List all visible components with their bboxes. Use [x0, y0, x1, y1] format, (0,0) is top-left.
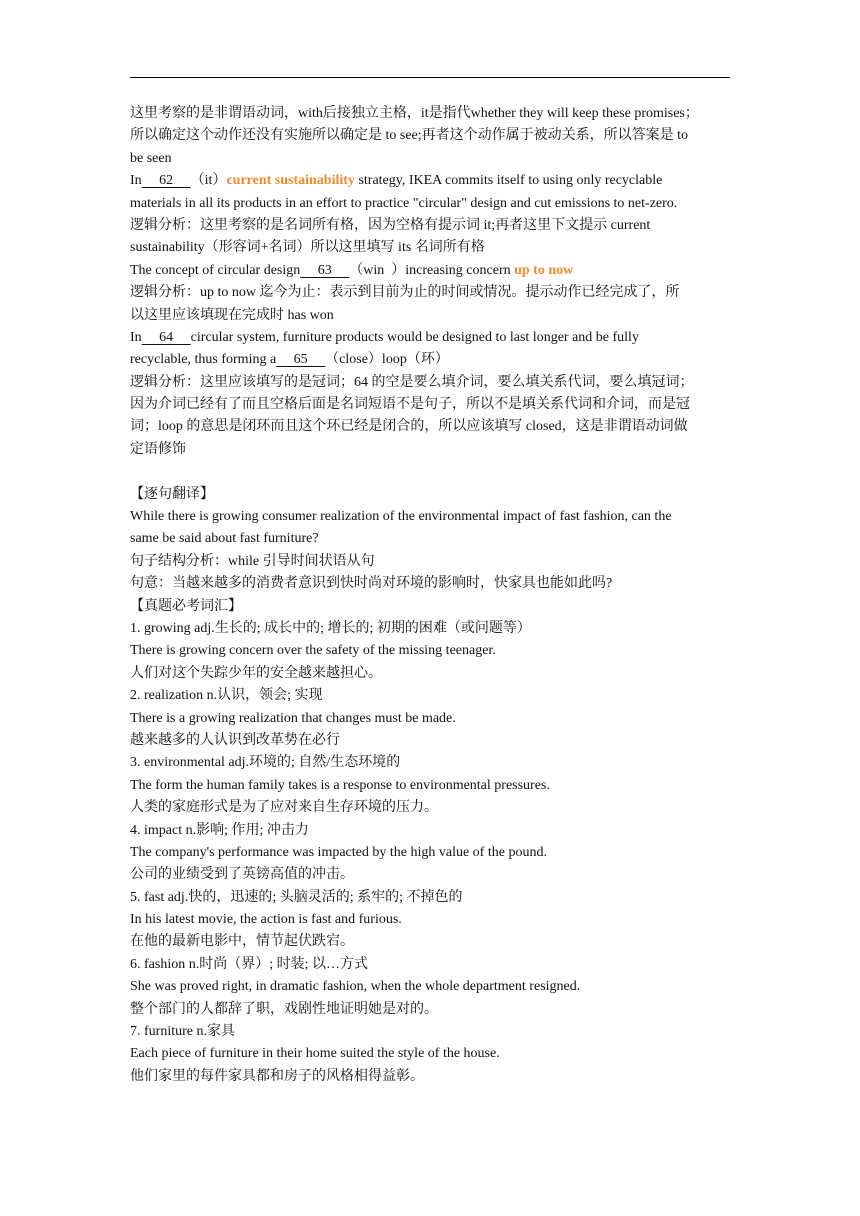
analysis-p1-line-1: 这里考察的是非谓语动词，with后接独立主格，it是指代whether they will keep these promises； — [130, 106, 699, 121]
question-63-logic-1: 逻辑分析：up to now 迄今为止：表示到目前为止的时间或情况。提示动作已经完成了，所 — [130, 285, 680, 301]
translation-sentence-1: While there is growing consumer realization of the environmental impact of fast fashion, can the — [130, 509, 672, 525]
vocab-item-3-en: The form the human family takes is a response to environmental pressures. — [130, 777, 550, 793]
vocab-item-3-head: 3. environmental adj.环境的; 自然/生态环境的 — [130, 755, 401, 771]
vocab-item-7-head: 7. furniture n.家具 — [130, 1024, 235, 1040]
translation-meaning: 句意：当越来越多的消费者意识到快时尚对环境的影响时，快家具也能如此吗? — [130, 576, 613, 592]
document-body — [130, 103, 732, 1088]
question-64-logic-3: 词；loop 的意思是闭环而且这个环已经是闭合的，所以应该填写 closed，这是非谓语动词做 — [130, 419, 688, 435]
vocab-heading: 【真题必考词汇】 — [130, 598, 242, 614]
vocab-item-6-head: 6. fashion n.时尚（界）; 时装; 以…方式 — [130, 956, 368, 972]
question-64-logic-2: 因为介词已经有了而且空格后面是名词短语不是句子，所以不是填关系代词和介词，而是冠 — [130, 397, 690, 413]
translation-sentence-2: same be said about fast furniture? — [130, 531, 319, 547]
question-64-line: In 64 circular system, furniture products would be designed to last longer and be fully — [130, 327, 732, 349]
question-64-logic-1: 逻辑分析：这里应该填写的是冠词；64 的空是要么填介词，要么填关系代词，要么填冠词； — [130, 374, 694, 390]
analysis-p1-line-3: be seen — [130, 150, 172, 166]
blank-62: 62 — [141, 173, 191, 189]
blank-64: 64 — [141, 329, 191, 345]
vocab-item-1-head: 1. growing adj.生长的; 成长中的; 增长的; 初期的困难（或问题等） — [130, 620, 531, 636]
translation-heading: 【逐句翻译】 — [130, 486, 214, 502]
vocab-item-7-zh: 他们家里的每件家具都和房子的风格相得益彰。 — [130, 1068, 424, 1084]
vocab-item-4-zh: 公司的业绩受到了英镑高值的冲击。 — [130, 867, 354, 883]
vocab-item-2-en: There is a growing realization that changes must be made. — [130, 710, 456, 726]
question-62-logic-2: sustainability（形容词+名词）所以这里填写 its 名词所有格 — [130, 240, 485, 256]
question-63-logic-2: 以这里应该填现在完成时 has won — [130, 307, 334, 323]
vocab-item-1-en: There is growing concern over the safety of the missing teenager. — [130, 643, 496, 659]
highlight-up-to-now: up to now — [514, 262, 574, 278]
blank-63: 63 — [300, 262, 350, 278]
translation-structure: 句子结构分析：while 引导时间状语从句 — [130, 553, 375, 569]
question-63-line: The concept of circular design 63 （win ）increasing concern up to now — [130, 260, 732, 282]
vocab-item-3-zh: 人类的家庭形式是为了应对来自生存环境的压力。 — [130, 800, 438, 816]
question-65-line: recyclable, thus forming a 65 （close）loop（环） — [130, 349, 732, 371]
analysis-p1-line-2: 所以确定这个动作还没有实施所以确定是 to see;再者这个动作属于被动关系，所以答案是 to — [130, 128, 689, 144]
vocab-item-4-head: 4. impact n.影响; 作用; 冲击力 — [130, 822, 309, 838]
vocab-item-5-en: In his latest movie, the action is fast and furious. — [130, 912, 402, 928]
question-64-logic-4: 定语修饰 — [130, 441, 186, 457]
vocab-item-5-head: 5. fast adj.快的，迅速的; 头脑灵活的; 系牢的; 不掉色的 — [130, 889, 463, 905]
vocab-item-7-en: Each piece of furniture in their home suited the style of the house. — [130, 1046, 500, 1062]
question-62-line-2: materials in all its products in an effort to practice "circular" design and cut emissions to net-zero. — [130, 195, 678, 211]
vocab-item-5-zh: 在他的最新电影中，情节起伏跌宕。 — [130, 934, 354, 950]
highlight-current-sustainability: current sustainability — [226, 173, 355, 189]
vocab-list — [130, 618, 732, 1088]
vocab-item-1-zh: 人们对这个失踪少年的安全越来越担心。 — [130, 665, 382, 681]
question-62-line: In 62 （it）current sustainability strategy, IKEA commits itself to using only recyclable — [130, 170, 732, 192]
vocab-item-6-zh: 整个部门的人都辞了职，戏剧性地证明她是对的。 — [130, 1001, 438, 1017]
vocab-item-2-head: 2. realization n.认识，领会; 实现 — [130, 688, 323, 704]
vocab-item-2-zh: 越来越多的人认识到改革势在必行 — [130, 732, 340, 748]
question-62-logic-1: 逻辑分析：这里考察的是名词所有格，因为空格有提示词 it;再者这里下文提示 current — [130, 217, 651, 233]
vocab-item-6-en: She was proved right, in dramatic fashion, when the whole department resigned. — [130, 979, 581, 995]
vocab-item-4-en: The company's performance was impacted by the high value of the pound. — [130, 844, 547, 860]
header-rule — [130, 77, 730, 78]
blank-65: 65 — [276, 352, 326, 368]
spacer — [130, 461, 732, 483]
